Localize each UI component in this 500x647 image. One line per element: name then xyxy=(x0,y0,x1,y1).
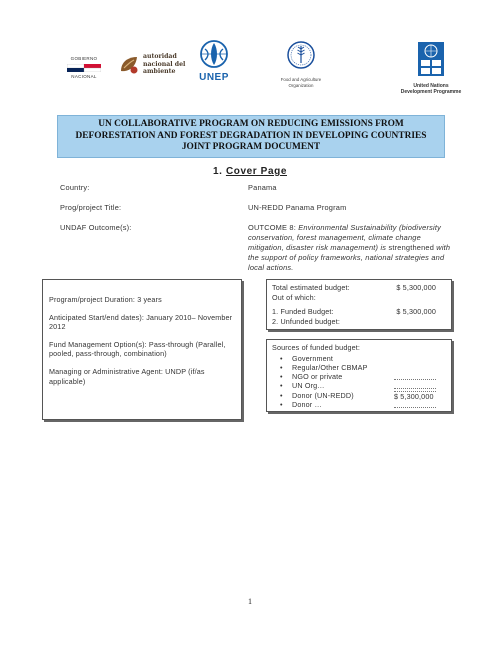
total-budget-value: $ 5,300,000 xyxy=(396,283,436,292)
page-number: 1 xyxy=(248,597,252,606)
list-item: • UN Org… xyxy=(272,381,446,390)
ambiente-leaf-icon xyxy=(118,54,140,76)
document-page: GOBIERNO NACIONAL autoridad nacional del ambiente UNEP Food and Agriculture Organization United Nations Development Programme UN COLLABORATIVE PROGRAM ON REDUCING EMISSIONS FROM DEFORESTATION AND FOREST DEGRADATION IN DEVELOPING COUNTRIES JOINT PROGRAM DOCUMENT 1. Cover Page Country: Panama Prog/project Title: UN-REDD Panama Program UNDAF Outcome(s): OUTCOME 8: Environmental Sustainability (biodiversity conservation, forest management, climate change mitigation, disaster risk management) is strengthened with the support of policy frameworks, national strategies and local actions. Program/project Duration: 3 years Anticipated Start/end dates): January 2010– November 2012 Fund Management Option(s): Pass-through (Parallel, pooled, pass-through, combination) Managing or Administrative Agent: UNDP (if/as applicable) Total estimated budget: $ 5,300,000 Out of which: 1. Funded Budget: $ 5,300,000 2. Unfunded budget: Sources of funded budget: • Government • Regular/Other CBMAP • NGO or private • UN Org… • Donor (UN-REDD) $ 5,300,000 • Donor … 1 xyxy=(0,0,500,647)
managing-agent-text: Managing or Administrative Agent: UNDP (if/as applicable) xyxy=(49,366,205,386)
program-title-banner xyxy=(57,115,445,158)
undp-logo: United Nations Development Programme xyxy=(396,42,466,95)
unep-logo: UNEP xyxy=(194,39,234,83)
out-of-which-label: Out of which: xyxy=(272,292,316,302)
anticipated-dates-text: Anticipated Start/end dates): January 2010– November 2012 xyxy=(49,312,233,332)
funding-sources-box xyxy=(266,339,452,412)
list-item: • Donor (UN-REDD) $ 5,300,000 xyxy=(272,391,446,400)
funded-budget-label: 1. Funded Budget: xyxy=(272,307,334,317)
blank-amount-line xyxy=(394,381,436,389)
cover-page-heading: 1. Cover Page xyxy=(213,166,287,177)
banner-line-3: JOINT PROGRAM DOCUMENT xyxy=(181,142,321,153)
banner-line-2: DEFORESTATION AND FOREST DEGRADATION IN DEVELOPING COUNTRIES xyxy=(75,130,427,141)
blank-amount-line xyxy=(394,400,436,408)
project-title-label: Prog/project Title: xyxy=(60,203,122,212)
list-item: • Regular/Other CBMAP xyxy=(272,363,446,372)
undp-emblem-icon xyxy=(418,42,444,76)
banner-line-1: UN COLLABORATIVE PROGRAM ON REDUCING EMISSIONS FROM xyxy=(98,119,404,130)
blank-amount-line xyxy=(394,372,436,380)
fao-logo: Food and Agriculture Organization xyxy=(272,40,330,88)
sources-list xyxy=(272,354,446,410)
gobierno-nacional-logo: GOBIERNO NACIONAL xyxy=(58,56,110,80)
funded-budget-value: $ 5,300,000 xyxy=(396,307,436,317)
country-label: Country: xyxy=(60,183,90,192)
sources-title: Sources of funded budget: xyxy=(272,343,361,352)
fao-emblem-icon xyxy=(286,40,316,70)
fund-management-text: Fund Management Option(s): Pass-through (Parallel, pooled, pass-through, combination) xyxy=(49,339,226,359)
undaf-outcome-label: UNDAF Outcome(s): xyxy=(60,223,132,232)
country-value: Panama xyxy=(248,183,277,192)
list-item: • NGO or private xyxy=(272,372,446,381)
duration-text: Program/project Duration: 3 years xyxy=(49,295,162,304)
panama-flag-icon xyxy=(67,64,101,72)
total-budget-label: Total estimated budget: xyxy=(272,283,350,292)
program-details-box xyxy=(42,279,242,420)
project-title-value: UN-REDD Panama Program xyxy=(248,203,347,212)
undaf-outcome-value: OUTCOME 8: Environmental Sustainability (biodiversity conservation, forest management, climate change mitigation, disaster risk management) is strengthened with the support of policy frameworks, national strategies and local actions. xyxy=(248,223,451,272)
list-item: • Donor … xyxy=(272,400,446,409)
unfunded-budget-label: 2. Unfunded budget: xyxy=(272,316,340,326)
donor-amount: $ 5,300,000 xyxy=(394,391,436,402)
budget-box xyxy=(266,279,452,330)
list-item: • Government xyxy=(272,354,446,363)
unep-emblem-icon xyxy=(196,39,232,69)
